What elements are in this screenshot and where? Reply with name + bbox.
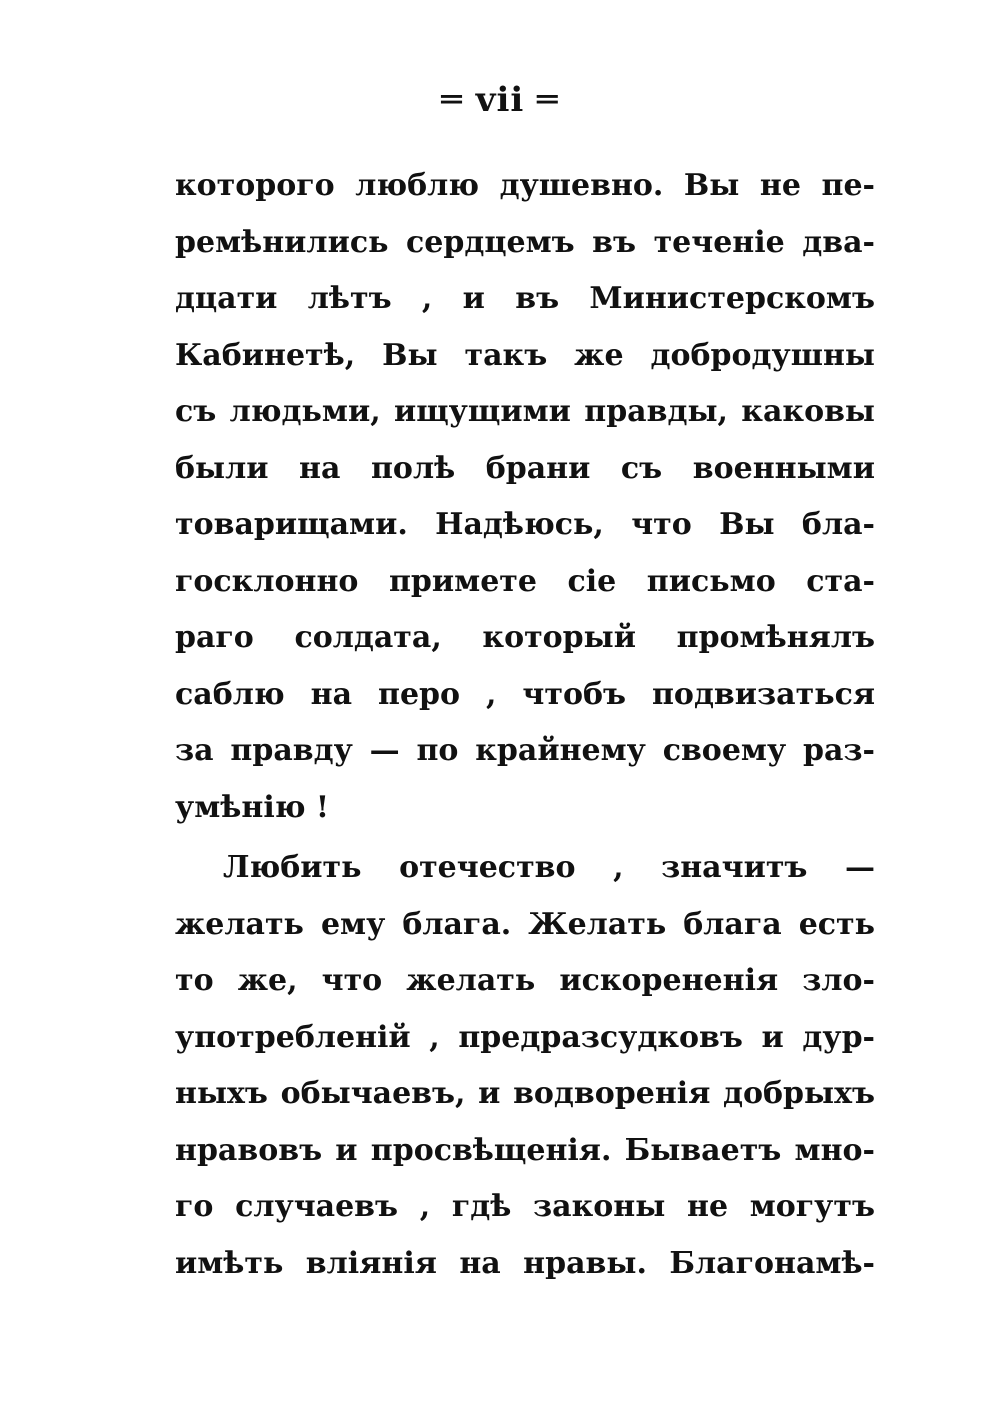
text-line: ныхъ обычаевъ, и водворенія добрыхъ — [175, 1076, 875, 1111]
text-line: имѣть вліянія на нравы. Благонамѣ- — [175, 1245, 875, 1281]
text-line: госклонно примете сіе письмо ста- — [175, 563, 875, 599]
text-line: умѣнію ! — [175, 789, 330, 825]
text-line: за правду — по крайнему своему раз- — [175, 733, 875, 768]
text-line: товарищами. Надѣюсь, что Вы бла- — [175, 507, 875, 542]
text-line: нравовъ и просвѣщенія. Бываетъ мно- — [175, 1132, 875, 1168]
paragraph-1 — [175, 158, 875, 836]
text-line: были на полѣ брани съ военными — [175, 450, 875, 486]
text-line: Любить отечество , значитъ — — [223, 850, 875, 885]
text-line: дцати лѣтъ , и въ Министерскомъ — [175, 281, 875, 316]
page-number-header: ═ vii ═ — [441, 80, 559, 120]
text-line: саблю на перо , чтобъ подвизаться — [175, 676, 875, 712]
text-line: употребленій , предразсудковъ и дур- — [175, 1019, 875, 1055]
text-line: то же, что желать искорененія зло- — [175, 963, 875, 998]
text-line: го случаевъ , гдѣ законы не могутъ — [175, 1189, 875, 1224]
text-line: которого люблю душевно. Вы не пе- — [175, 168, 875, 203]
text-line: съ людьми, ищущими правды, каковы — [175, 394, 875, 429]
text-line: ремѣнились сердцемъ въ теченіе два- — [175, 224, 875, 260]
text-line: раго солдата, который промѣнялъ — [175, 620, 875, 655]
paragraph-2 — [175, 840, 875, 1292]
text-line: Кабинетѣ, Вы такъ же добродушны — [175, 337, 875, 373]
text-line: желать ему блага. Желать блага есть — [175, 906, 875, 942]
